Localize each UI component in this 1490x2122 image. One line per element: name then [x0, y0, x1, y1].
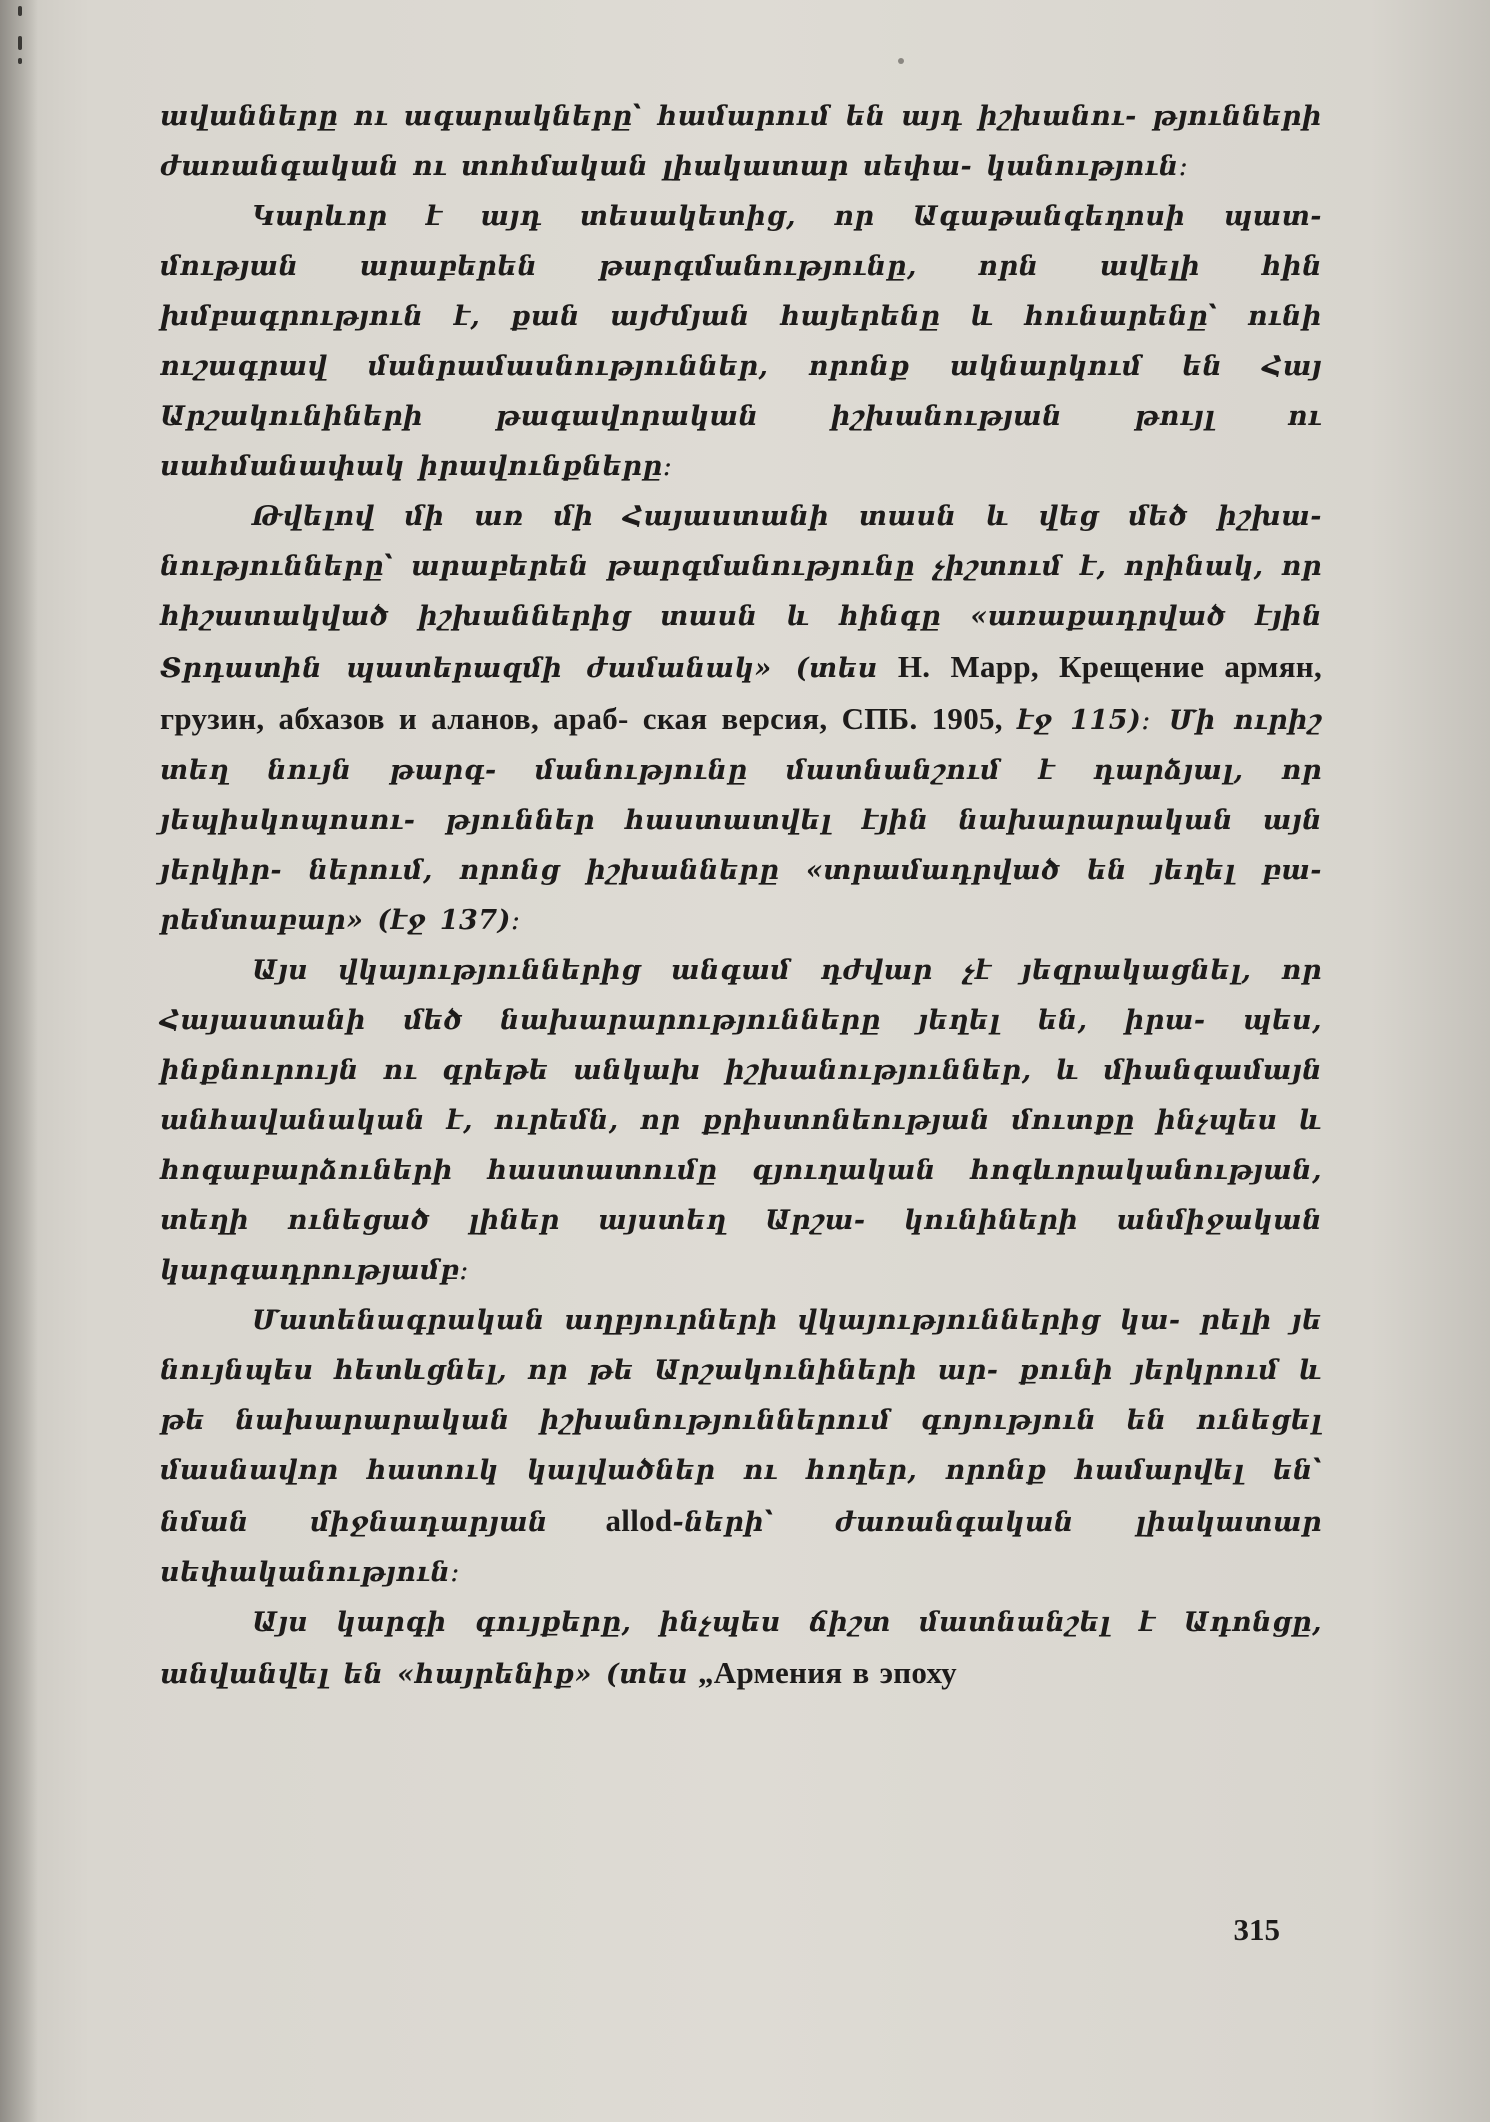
paragraph-5: [160, 1296, 1322, 1598]
text-run-ru: Н. Марр, Крещение армян, грузин, абхазов и аланов, араб- ская версия, СПБ. 1905,: [160, 649, 1322, 736]
body-text: [160, 92, 1322, 1700]
paper-speck: [898, 58, 904, 64]
text-run-latin: allod: [547, 1503, 673, 1538]
paragraph-1: [160, 92, 1322, 192]
paragraph-6: [160, 1598, 1322, 1700]
text-run-hy: Կարևոր է այդ տեսակետից, որ Ագաթանգեղոսի պատ- մության արաբերեն թարգմանությունը, որն ավելի հին խմբագրություն է, քան այժմյան հայերենը և հունարենը՝ ունի ուշագրավ մանրամասնություններ, որոնք ակնարկում են Հայ Արշակունիների թագավորական իշխանության թույլ ու սահմանափակ իրավունքները։: [160, 201, 1322, 482]
paragraph-4: [160, 946, 1322, 1296]
text-run-hy: Մատենագրական աղբյուրների վկայություններից կա- րելի յե նույնպես հետևցնել, որ թե Արշակունիների ար- քունի յերկրում և թե նախարարական իշխանություններում գոյություն են ունեցել մասնավոր հատուկ կալվածներ ու հողեր, որոնք համարվել են՝ նման միջնադարյան: [160, 1305, 1322, 1538]
paragraph-3: [160, 492, 1322, 946]
binding-mark: [18, 6, 22, 16]
paragraph-2: [160, 192, 1322, 492]
page-number: 315: [1233, 1912, 1280, 1947]
text-run-hy: էջ 115)։ Մի ուրիշ տեղ նույն թարգ- մանությունը մատնանշում է դարձյալ, որ յեպիսկոպոսու- թյուններ հաստատվել էյին նախարարական այն յերկիր- ներում, որոնց իշխանները «տրամադրված են յեղել բա- րեմտաբար» (էջ 137)։: [160, 705, 1322, 936]
text-run-ru: „Армения в эпоху: [687, 1655, 957, 1690]
text-run-hy: Թվելով մի առ մի Հայաստանի տասն և վեց մեծ իշխա- նությունները՝ արաբերեն թարգմանությունը չիշտում է, որինակ, որ հիշատակված իշխաններից տասն և հինգը «առաքադրված էյին Տրդատին պատերազմի ժամանակ» (տես: [160, 501, 1322, 684]
text-run-hy: Այս վկայություններից անգամ դժվար չէ յեզրակացնել, որ Հայաստանի մեծ նախարարությունները յեղել են, իրա- պես, ինքնուրույն ու գրեթե անկախ իշխանություններ, և միանգամայն անհավանական է, ուրեմն, որ քրիստոնեության մուտքը ինչպես և հոգաբարձուների հաստատումը գյուղական հոգևորականության, տեղի ունեցած լիներ այստեղ Արշա- կունիների անմիջական կարգադրությամբ։: [160, 955, 1322, 1286]
binding-shadow: [0, 0, 38, 2122]
binding-mark: [18, 36, 22, 50]
binding-mark: [18, 58, 22, 64]
text-run-hy: ավանները ու ագարակները՝ համարում են այդ իշխանու- թյունների ժառանգական ու տոհմական լիակատար սեփա- կանություն։: [160, 101, 1322, 182]
text-run-hy: -ների՝ ժառանգական լիակատար սեփականություն։: [160, 1507, 1322, 1588]
text-run-hy: Այս կարգի գույքերը, ինչպես ճիշտ մատնանշել է Ադոնցը, անվանվել են «հայրենիք» (տես: [160, 1607, 1322, 1690]
